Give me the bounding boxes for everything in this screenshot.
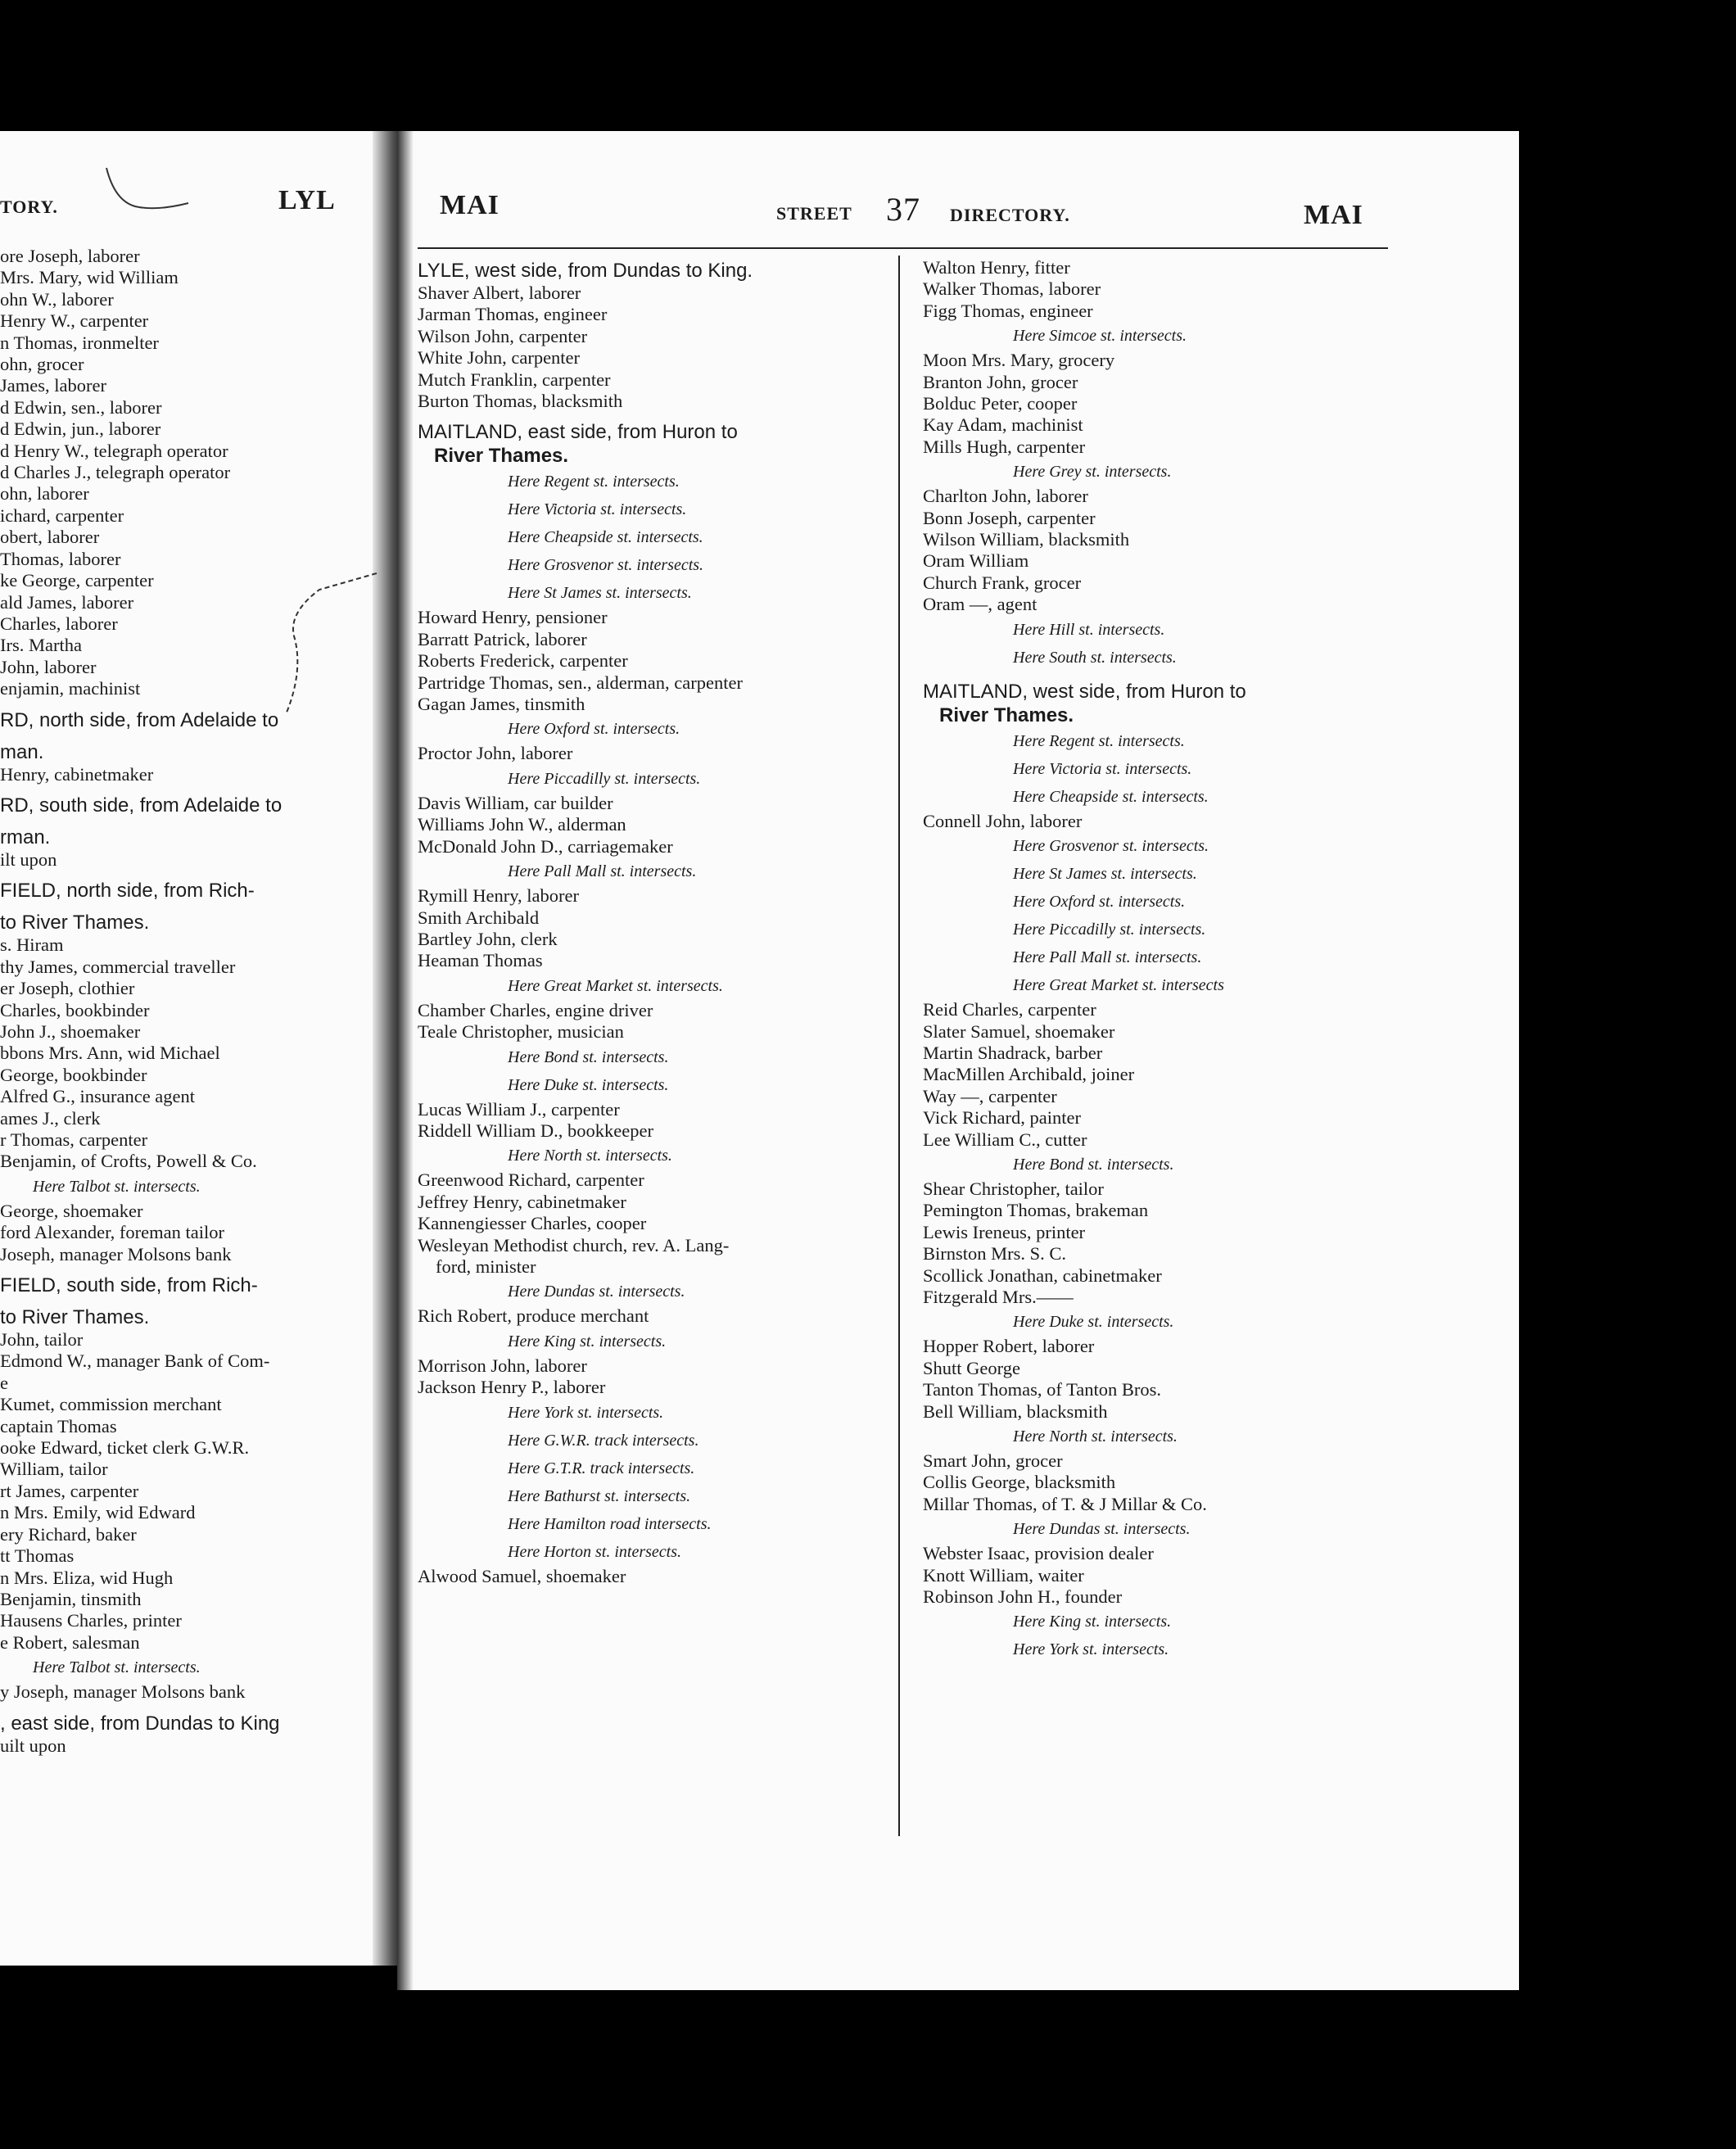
- col2-directory-entry: Church Frank, grocer: [923, 572, 1082, 593]
- left-directory-entry: ohn, grocer: [0, 354, 84, 375]
- left-directory-entry: d Henry W., telegraph operator: [0, 440, 228, 461]
- col2-intersection-note: Here Victoria st. intersects.: [1013, 759, 1192, 778]
- col1-street-heading: MAITLAND, east side, from Huron to: [418, 421, 738, 444]
- left-street-heading: FIELD, north side, from Rich-: [0, 880, 255, 903]
- col1-directory-entry: Jeffrey Henry, cabinetmaker: [418, 1191, 626, 1212]
- left-directory-entry: rt James, carpenter: [0, 1480, 139, 1501]
- left-street-heading: , east side, from Dundas to King: [0, 1712, 280, 1735]
- col1-directory-entry: Wesleyan Methodist church, rev. A. Lang-: [418, 1234, 730, 1255]
- col2-directory-entry: Walton Henry, fitter: [923, 257, 1070, 278]
- col1-intersection-note: Here York st. intersects.: [508, 1403, 664, 1422]
- col1-directory-entry: Proctor John, laborer: [418, 743, 573, 764]
- col1-directory-entry: Wilson John, carpenter: [418, 325, 588, 346]
- left-directory-entry: George, bookbinder: [0, 1064, 147, 1085]
- left-directory-entry: bbons Mrs. Ann, wid Michael: [0, 1043, 220, 1064]
- left-page-column: [0, 246, 378, 1757]
- col2-intersection-note: Here Dundas st. intersects.: [1013, 1520, 1191, 1539]
- col2-directory-entry: Knott William, waiter: [923, 1564, 1084, 1586]
- col2-intersection-note: Here Grey st. intersects.: [1013, 463, 1172, 482]
- col2-intersection-note: Here Grosvenor st. intersects.: [1013, 837, 1209, 856]
- col2-directory-entry: Branton John, grocer: [923, 371, 1078, 392]
- col1-directory-entry: Morrison John, laborer: [418, 1355, 587, 1376]
- left-directory-entry: Edmond W., manager Bank of Com-: [0, 1350, 270, 1372]
- col1-directory-entry: Williams John W., alderman: [418, 814, 626, 835]
- col2-directory-entry: Bell William, blacksmith: [923, 1400, 1108, 1422]
- running-head-street: STREET: [776, 203, 852, 224]
- col1-directory-entry: Rymill Henry, laborer: [418, 885, 579, 907]
- header-rule: [418, 247, 1388, 249]
- col1-directory-entry: Gagan James, tinsmith: [418, 694, 585, 715]
- left-directory-entry: n Mrs. Emily, wid Edward: [0, 1502, 196, 1523]
- col2-street-heading-continued: River Thames.: [939, 704, 1074, 726]
- col1-directory-entry: Riddell William D., bookkeeper: [418, 1120, 653, 1141]
- left-directory-entry: d Edwin, jun., laborer: [0, 418, 161, 440]
- col2-directory-entry: Robinson John H., founder: [923, 1586, 1123, 1608]
- col1-intersection-note: Here Grosvenor st. intersects.: [508, 556, 704, 575]
- col2-intersection-note: Here Duke st. intersects.: [1013, 1313, 1174, 1332]
- col2-directory-entry: Mills Hugh, carpenter: [923, 436, 1086, 457]
- col2-directory-entry: Bonn Joseph, carpenter: [923, 507, 1096, 528]
- col1-directory-entry: Rich Robert, produce merchant: [418, 1305, 649, 1327]
- col2-intersection-note: Here Simcoe st. intersects.: [1013, 327, 1187, 346]
- left-intersection-note: Here Talbot st. intersects.: [33, 1658, 201, 1677]
- col2-directory-entry: Vick Richard, painter: [923, 1107, 1081, 1129]
- col1-intersection-note: Here Dundas st. intersects.: [508, 1283, 685, 1301]
- column-divider: [898, 256, 900, 1836]
- col2-intersection-note: Here York st. intersects.: [1013, 1640, 1169, 1659]
- col2-directory-entry: Lewis Ireneus, printer: [923, 1221, 1086, 1242]
- left-directory-entry: captain Thomas: [0, 1415, 117, 1436]
- col2-directory-entry: Martin Shadrack, barber: [923, 1042, 1103, 1063]
- left-directory-entry: Charles, bookbinder: [0, 999, 150, 1020]
- left-directory-entry: ery Richard, baker: [0, 1523, 137, 1545]
- col1-intersection-note: Here St James st. intersects.: [508, 584, 692, 603]
- left-directory-entry: Henry W., carpenter: [0, 310, 149, 332]
- col1-directory-entry: Mutch Franklin, carpenter: [418, 369, 611, 390]
- left-directory-entry: e Robert, salesman: [0, 1631, 140, 1653]
- running-head-directory: DIRECTORY.: [950, 205, 1070, 225]
- col2-directory-entry: Charlton John, laborer: [923, 486, 1088, 507]
- pencil-bracket: [270, 565, 385, 721]
- left-directory-entry: William, tailor: [0, 1459, 108, 1480]
- col2-intersection-note: Here Oxford st. intersects.: [1013, 893, 1186, 912]
- running-head-left: MAI: [440, 190, 500, 220]
- left-street-heading: RD, north side, from Adelaide to: [0, 708, 279, 731]
- col2-directory-entry: Collis George, blacksmith: [923, 1472, 1116, 1493]
- col2-directory-entry: Oram —, agent: [923, 594, 1038, 615]
- left-directory-entry: Benjamin, tinsmith: [0, 1588, 142, 1609]
- left-directory-entry: John J., shoemaker: [0, 1020, 141, 1042]
- left-street-heading: to River Thames.: [0, 1306, 150, 1329]
- col2-directory-entry: Moon Mrs. Mary, grocery: [923, 350, 1115, 371]
- col1-directory-entry: Partridge Thomas, sen., alderman, carpenter: [418, 672, 743, 693]
- col1-directory-entry: Burton Thomas, blacksmith: [418, 391, 623, 412]
- left-directory-entry: ore Joseph, laborer: [0, 246, 140, 266]
- col1-directory-entry: Teale Christopher, musician: [418, 1021, 624, 1043]
- left-directory-entry: ohn W., laborer: [0, 288, 114, 310]
- left-intersection-note: Here Talbot st. intersects.: [33, 1177, 201, 1196]
- col1-directory-entry: Bartley John, clerk: [418, 928, 558, 949]
- col2-directory-entry: Figg Thomas, engineer: [923, 300, 1093, 321]
- col1-directory-entry: Howard Henry, pensioner: [418, 607, 608, 628]
- left-directory-entry: e: [0, 1372, 8, 1393]
- left-directory-entry: ichard, carpenter: [0, 504, 124, 526]
- col2-intersection-note: Here Bond st. intersects.: [1013, 1155, 1174, 1174]
- col1-intersection-note: Here Cheapside st. intersects.: [508, 528, 703, 547]
- left-directory-entry: Thomas, laborer: [0, 548, 121, 569]
- col1-directory-entry: Jarman Thomas, engineer: [418, 304, 608, 325]
- col1-directory-entry: Davis William, car builder: [418, 792, 613, 813]
- pencil-mark-top: [98, 164, 197, 221]
- left-directory-entry: tt Thomas: [0, 1545, 75, 1567]
- col2-intersection-note: Here Piccadilly st. intersects.: [1013, 921, 1206, 939]
- col2-directory-entry: Pemington Thomas, brakeman: [923, 1200, 1149, 1221]
- col1-intersection-note: Here Great Market st. intersects.: [508, 976, 723, 995]
- col2-intersection-note: Here Great Market st. intersects: [1013, 976, 1224, 995]
- col2-street-heading: MAITLAND, west side, from Huron to: [923, 680, 1246, 703]
- col1-directory-entry: Smith Archibald: [418, 907, 540, 928]
- col2-directory-entry: Walker Thomas, laborer: [923, 278, 1101, 300]
- left-directory-entry: enjamin, machinist: [0, 678, 141, 699]
- left-directory-entry: Irs. Martha: [0, 635, 82, 656]
- col2-directory-entry: Millar Thomas, of T. & J Millar & Co.: [923, 1493, 1207, 1514]
- left-street-heading: FIELD, south side, from Rich-: [0, 1274, 258, 1297]
- col1-directory-entry: Jackson Henry P., laborer: [418, 1377, 606, 1398]
- left-header-right: LYL: [278, 185, 336, 215]
- left-directory-entry: obert, laborer: [0, 527, 100, 548]
- col1-directory-entry: White John, carpenter: [418, 347, 581, 369]
- left-directory-entry: Mrs. Mary, wid William: [0, 267, 179, 288]
- col1-entry-continued: ford, minister: [436, 1255, 536, 1277]
- left-directory-entry: y Joseph, manager Molsons bank: [0, 1681, 246, 1703]
- left-directory-entry: ke George, carpenter: [0, 570, 154, 591]
- col1-directory-entry: Heaman Thomas: [418, 950, 543, 971]
- col1-intersection-note: Here Horton st. intersects.: [508, 1542, 682, 1561]
- left-directory-entry: ohn, laborer: [0, 483, 89, 504]
- col1-intersection-note: Here Victoria st. intersects.: [508, 500, 687, 519]
- left-directory-entry: Charles, laborer: [0, 613, 118, 634]
- col2-directory-entry: Bolduc Peter, cooper: [923, 393, 1078, 414]
- col2-directory-entry: Reid Charles, carpenter: [923, 999, 1096, 1020]
- col1-street-heading-continued: River Thames.: [434, 445, 569, 468]
- col1-directory-entry: Barratt Patrick, laborer: [418, 628, 587, 649]
- left-directory-entry: ilt upon: [0, 848, 57, 870]
- col1-directory-entry: Roberts Frederick, carpenter: [418, 650, 628, 672]
- col2-directory-entry: Wilson William, blacksmith: [923, 529, 1130, 550]
- left-directory-entry: James, laborer: [0, 375, 106, 396]
- left-directory-entry: ald James, laborer: [0, 591, 134, 613]
- left-street-heading: to River Thames.: [0, 912, 150, 934]
- left-directory-entry: John, tailor: [0, 1329, 84, 1350]
- col1-directory-entry: Lucas William J., carpenter: [418, 1098, 620, 1120]
- left-directory-entry: ames J., clerk: [0, 1107, 101, 1129]
- left-directory-entry: r Thomas, carpenter: [0, 1129, 148, 1150]
- col2-directory-entry: MacMillen Archibald, joiner: [923, 1064, 1135, 1085]
- left-street-heading: RD, south side, from Adelaide to: [0, 794, 283, 817]
- col2-intersection-note: Here North st. intersects.: [1013, 1427, 1178, 1445]
- col2-intersection-note: Here Regent st. intersects.: [1013, 731, 1185, 750]
- left-directory-entry: s. Hiram: [0, 934, 64, 956]
- col2-directory-entry: Lee William C., cutter: [923, 1129, 1087, 1150]
- left-directory-entry: n Mrs. Eliza, wid Hugh: [0, 1567, 174, 1588]
- col2-directory-entry: Way —, carpenter: [923, 1085, 1057, 1106]
- directory-column-1: [418, 251, 893, 1587]
- col1-intersection-note: Here Bathurst st. intersects.: [508, 1486, 691, 1505]
- col1-intersection-note: Here North st. intersects.: [508, 1147, 672, 1165]
- col1-intersection-note: Here G.T.R. track intersects.: [508, 1459, 695, 1477]
- col1-intersection-note: Here Piccadilly st. intersects.: [508, 769, 701, 788]
- left-directory-entry: er Joseph, clothier: [0, 978, 135, 999]
- left-street-heading: man.: [0, 740, 44, 763]
- col2-directory-entry: Shear Christopher, tailor: [923, 1178, 1104, 1199]
- left-directory-entry: n Thomas, ironmelter: [0, 332, 159, 353]
- page-edge-shadow: [397, 131, 414, 1990]
- col1-directory-entry: Kannengiesser Charles, cooper: [418, 1213, 647, 1234]
- col2-intersection-note: Here Hill st. intersects.: [1013, 620, 1165, 639]
- col1-directory-entry: Alwood Samuel, shoemaker: [418, 1565, 626, 1586]
- col1-intersection-note: Here Hamilton road intersects.: [508, 1514, 712, 1533]
- col2-directory-entry: Hopper Robert, laborer: [923, 1336, 1095, 1357]
- col1-intersection-note: Here G.W.R. track intersects.: [508, 1431, 699, 1450]
- left-directory-entry: Benjamin, of Crofts, Powell & Co.: [0, 1151, 257, 1172]
- left-directory-entry: uilt upon: [0, 1735, 66, 1756]
- col2-intersection-note: Here Pall Mall st. intersects.: [1013, 948, 1202, 967]
- col1-intersection-note: Here Oxford st. intersects.: [508, 720, 680, 739]
- left-directory-entry: George, shoemaker: [0, 1200, 143, 1221]
- col1-directory-entry: McDonald John D., carriagemaker: [418, 835, 673, 857]
- left-directory-entry: ooke Edward, ticket clerk G.W.R.: [0, 1437, 250, 1459]
- left-directory-entry: d Edwin, sen., laborer: [0, 396, 162, 418]
- col2-directory-entry: Shutt George: [923, 1357, 1020, 1378]
- col2-intersection-note: Here Cheapside st. intersects.: [1013, 787, 1209, 806]
- left-directory-entry: Joseph, manager Molsons bank: [0, 1243, 232, 1265]
- running-head-right: MAI: [1304, 200, 1363, 230]
- directory-column-2: [923, 257, 1398, 1663]
- left-directory-entry: ford Alexander, foreman tailor: [0, 1222, 224, 1243]
- col2-directory-entry: Fitzgerald Mrs.——: [923, 1286, 1074, 1307]
- col2-intersection-note: Here King st. intersects.: [1013, 1613, 1172, 1631]
- col1-directory-entry: Chamber Charles, engine driver: [418, 999, 653, 1020]
- col1-intersection-note: Here Regent st. intersects.: [508, 473, 680, 491]
- left-directory-entry: d Charles J., telegraph operator: [0, 462, 231, 483]
- col1-intersection-note: Here Bond st. intersects.: [508, 1047, 669, 1066]
- left-street-heading: rman.: [0, 826, 51, 848]
- col2-directory-entry: Birnston Mrs. S. C.: [923, 1243, 1067, 1265]
- col2-directory-entry: Smart John, grocer: [923, 1450, 1063, 1471]
- col1-directory-entry: Greenwood Richard, carpenter: [418, 1170, 644, 1191]
- col1-street-heading: LYLE, west side, from Dundas to King.: [418, 260, 753, 282]
- col2-directory-entry: Webster Isaac, provision dealer: [923, 1543, 1154, 1564]
- left-directory-entry: Henry, cabinetmaker: [0, 763, 154, 785]
- left-header-left: TORY.: [0, 197, 58, 217]
- col1-intersection-note: Here Duke st. intersects.: [508, 1075, 669, 1094]
- col2-directory-entry: Scollick Jonathan, cabinetmaker: [923, 1265, 1162, 1286]
- col2-directory-entry: Oram William: [923, 550, 1029, 572]
- col2-intersection-note: Here South st. intersects.: [1013, 648, 1177, 667]
- left-directory-entry: Alfred G., insurance agent: [0, 1086, 196, 1107]
- left-directory-entry: Kumet, commission merchant: [0, 1394, 222, 1415]
- left-directory-entry: John, laborer: [0, 656, 97, 677]
- col2-directory-entry: Connell John, laborer: [923, 810, 1083, 831]
- col1-directory-entry: Shaver Albert, laborer: [418, 283, 581, 303]
- page-number: 37: [886, 191, 920, 228]
- col1-intersection-note: Here King st. intersects.: [508, 1332, 667, 1350]
- col1-intersection-note: Here Pall Mall st. intersects.: [508, 862, 697, 881]
- left-directory-entry: Hausens Charles, printer: [0, 1610, 182, 1631]
- col2-directory-entry: Kay Adam, machinist: [923, 414, 1083, 436]
- col2-directory-entry: Slater Samuel, shoemaker: [923, 1020, 1115, 1042]
- col2-directory-entry: Tanton Thomas, of Tanton Bros.: [923, 1379, 1161, 1400]
- col2-intersection-note: Here St James st. intersects.: [1013, 865, 1197, 884]
- left-directory-entry: thy James, commercial traveller: [0, 956, 236, 977]
